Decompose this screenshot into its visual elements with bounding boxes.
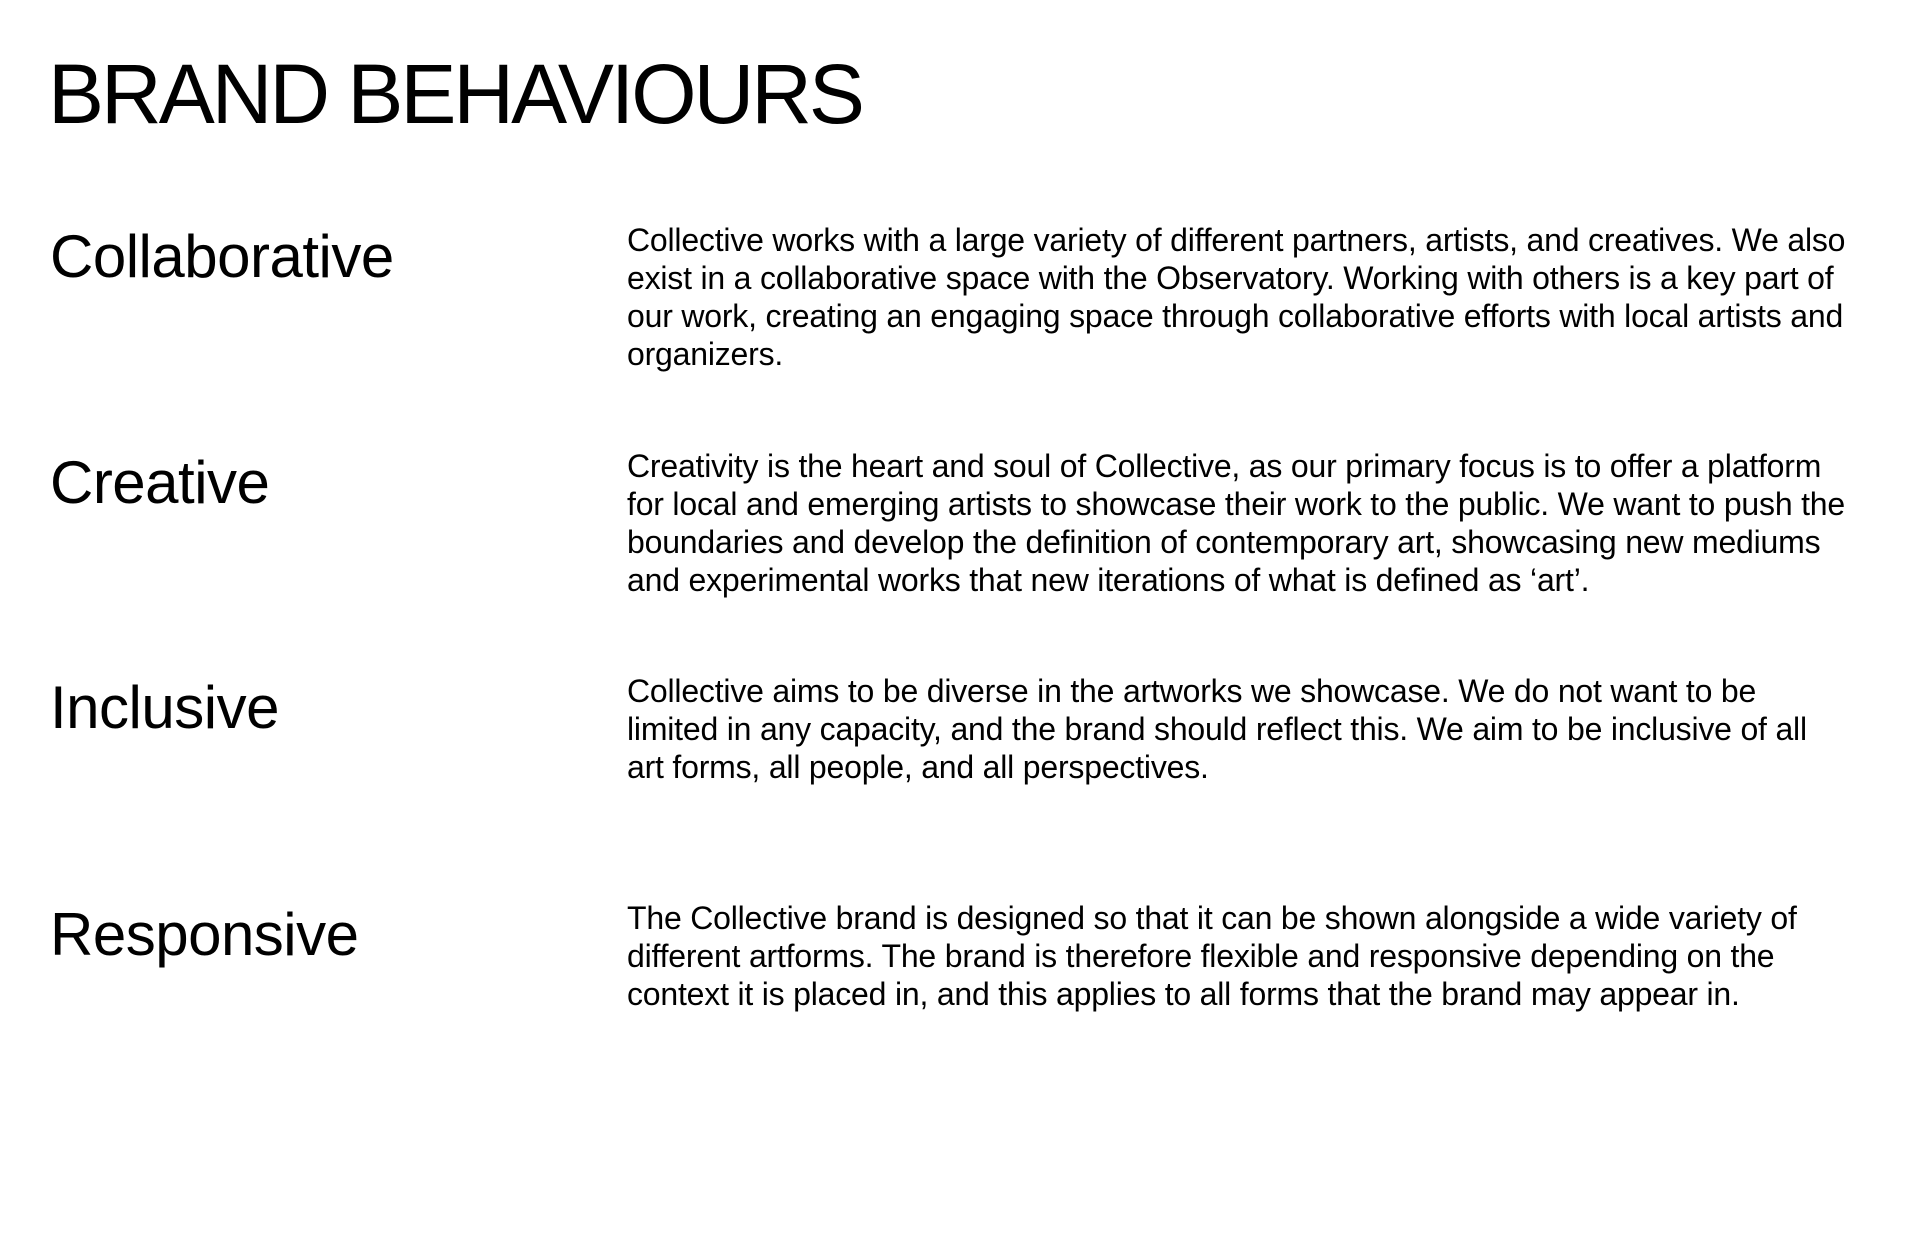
- behaviour-name: Inclusive: [50, 674, 279, 741]
- page-title: BRAND BEHAVIOURS: [48, 47, 862, 141]
- behaviour-description: The Collective brand is designed so that it can be shown alongside a wide variety of different artforms. The brand is therefore flexible and responsive depending on the context it is placed in, and this applies to all forms that the brand may appear in.: [627, 900, 1797, 1012]
- behaviour-description: Collective works with a large variety of different partners, artists, and creatives. We also exist in a collaborative space with the Observatory. Working with others is a key part of our work, creating an engaging space through collaborative efforts with local artists and organizers.: [627, 222, 1846, 372]
- behaviour-description: Collective aims to be diverse in the artworks we showcase. We do not want to be limited in any capacity, and the brand should reflect this. We aim to be inclusive of all art forms, all people, and all perspectives.: [627, 673, 1807, 785]
- behaviour-name: Creative: [50, 449, 270, 516]
- behaviour-name: Responsive: [50, 901, 359, 968]
- behaviour-description: Creativity is the heart and soul of Collective, as our primary focus is to offer a platform for local and emerging artists to showcase their work to the public. We want to push the boundaries and develop the definition of contemporary art, showcasing new mediums and experimental works that new iterations of what is defined as ‘art’.: [627, 448, 1845, 598]
- behaviour-name: Collaborative: [50, 223, 394, 290]
